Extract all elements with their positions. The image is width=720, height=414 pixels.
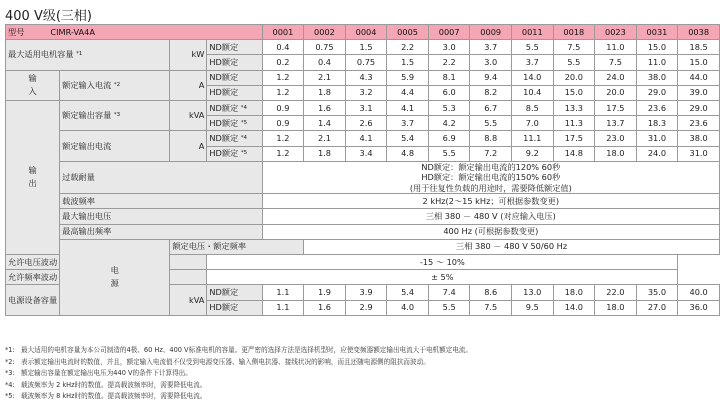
value-cell: 4.8 <box>387 146 429 161</box>
rating-label: ND额定 <box>209 41 239 52</box>
value-cell: 8.1 <box>428 70 470 85</box>
value-cell: 18.3 <box>636 116 678 131</box>
value-cell: 4.0 <box>387 300 429 315</box>
table-row <box>6 239 720 254</box>
row-label: 允许电压波动 <box>8 256 58 267</box>
section-char: 入 <box>28 86 37 97</box>
value-cell: 8.2 <box>470 85 512 100</box>
value-cell: 23.0 <box>595 131 637 146</box>
row-label: 额定输出电流 <box>62 140 112 151</box>
rating-cell <box>207 70 262 85</box>
model-header <box>6 25 263 40</box>
rating-label: ND额定 <box>209 132 239 143</box>
value-cell: 40.0 <box>678 285 720 300</box>
model-code: 0031 <box>636 25 678 40</box>
section-char: 电 <box>110 265 119 276</box>
rating-cell <box>207 55 262 70</box>
footnote <box>5 368 472 380</box>
table-row <box>6 40 720 55</box>
footnote-ref: *3 <box>113 112 121 119</box>
value-cell: 7.5 <box>553 40 595 55</box>
model-prefix: CIMR-VA4A <box>50 26 95 37</box>
value-cell: 18.5 <box>678 40 720 55</box>
row-label-cell <box>60 100 170 130</box>
model-code: 0004 <box>345 25 387 40</box>
row-label-cell <box>6 285 60 315</box>
value-cell: 17.5 <box>553 131 595 146</box>
section-label <box>6 100 60 254</box>
row-label-cell <box>60 161 262 194</box>
value-cell: 38.0 <box>678 131 720 146</box>
value-cell: 1.5 <box>387 55 429 70</box>
overload-value <box>262 161 719 194</box>
row-label-cell <box>170 239 304 254</box>
rating-label: ND额定 <box>209 72 239 83</box>
value-cell: 1.6 <box>304 100 346 115</box>
value-cell: 4.2 <box>428 116 470 131</box>
footnote-key: *5: <box>5 392 15 400</box>
rating-label: HD额定 <box>209 87 239 98</box>
row-label-cell <box>60 70 170 100</box>
row-label: 最高输出频率 <box>62 226 112 237</box>
value-cell: 2.1 <box>304 70 346 85</box>
value-cell: 13.3 <box>553 100 595 115</box>
value-cell: 31.0 <box>678 146 720 161</box>
value-cell: 8.5 <box>512 100 554 115</box>
footnote-ref: *4 <box>240 104 248 111</box>
value-cell: 1.2 <box>262 85 304 100</box>
unit-cell <box>170 131 207 161</box>
value-cell: 3.0 <box>428 40 470 55</box>
value-cell: 0.75 <box>345 55 387 70</box>
row-label: 过载耐量 <box>62 171 95 182</box>
value-cell: 5.5 <box>470 116 512 131</box>
value-cell: 1.2 <box>262 131 304 146</box>
row-label: 额定输出容量 <box>62 110 112 121</box>
value-cell: 9.2 <box>512 146 554 161</box>
table-row <box>6 70 720 85</box>
model-code: 0005 <box>387 25 429 40</box>
footnote <box>5 345 472 357</box>
rating-label: HD额定 <box>209 117 239 128</box>
value-cell: 5.5 <box>512 40 554 55</box>
value-cell: 3.4 <box>345 146 387 161</box>
row-label-cell <box>6 40 170 70</box>
value-cell: 1.1 <box>262 285 304 300</box>
section-label <box>6 70 60 100</box>
rating-cell <box>207 146 262 161</box>
header-row <box>6 25 720 40</box>
unit-cell <box>170 285 207 315</box>
value-cell: 15.0 <box>636 40 678 55</box>
value-cell: 15.0 <box>678 55 720 70</box>
value-cell: 2.9 <box>345 300 387 315</box>
value-cell: ± 5% <box>207 270 678 285</box>
table-row <box>6 100 720 115</box>
rating-label: HD额定 <box>209 148 239 159</box>
value-cell: 三相 380 － 480 V 50/60 Hz <box>304 239 720 254</box>
value-cell: 2 kHz(2～15 kHz；可根据参数变更) <box>262 194 719 209</box>
value-cell: 39.0 <box>678 85 720 100</box>
footnote-text: 最大适用的电机容量为本公司制造的4极、60 Hz、400 V标准电机的容量。更严密的选择方法是选择机型时，应使变频器额定输出电流大于电机额定电流。 <box>21 346 473 354</box>
value-cell: 15.0 <box>553 85 595 100</box>
model-label: 型号 <box>8 26 25 37</box>
footnote-ref: *4 <box>240 134 248 141</box>
value-cell: 0.4 <box>262 40 304 55</box>
value-cell: 20.0 <box>553 70 595 85</box>
value-cell: 6.0 <box>428 85 470 100</box>
value-cell: 14.0 <box>512 70 554 85</box>
value-cell: 11.0 <box>636 55 678 70</box>
row-label: 额定输入电流 <box>62 79 112 90</box>
section-char: 输 <box>28 73 37 84</box>
value-cell: -15 ～ 10% <box>207 254 678 269</box>
value-cell: 9.4 <box>470 70 512 85</box>
value-cell: 20.0 <box>595 85 637 100</box>
rating-cell <box>207 300 262 315</box>
value-cell: 35.0 <box>636 285 678 300</box>
spec-table <box>5 24 720 316</box>
model-code: 0002 <box>304 25 346 40</box>
value-cell: 1.8 <box>304 85 346 100</box>
value-cell: 7.0 <box>512 116 554 131</box>
unit-cell <box>170 100 207 130</box>
value-cell: 29.0 <box>678 100 720 115</box>
footnotes <box>5 345 472 403</box>
value-cell: 23.6 <box>678 116 720 131</box>
value-cell: 11.3 <box>553 116 595 131</box>
value-cell: 18.0 <box>553 285 595 300</box>
value-cell: 18.0 <box>595 300 637 315</box>
value-cell: 3.1 <box>345 100 387 115</box>
footnote-text: 载波频率为 2 kHz时的数值。提高载波频率时，需要降低电流。 <box>21 380 207 389</box>
row-label: 最大适用电机容量 <box>8 49 74 60</box>
footnote-key: *1: <box>5 346 15 354</box>
footnote-text: 载波频率为 8 kHz时的数值。提高载波频率时，需要降低电流。 <box>21 392 207 400</box>
value-cell: 5.4 <box>387 131 429 146</box>
value-cell: 1.9 <box>304 285 346 300</box>
model-code: 0038 <box>678 25 720 40</box>
value-cell: 400 Hz (可根据参数变更) <box>262 224 719 239</box>
footnote <box>5 357 472 369</box>
overload-line: HD额定：额定输出电流的150% 60秒 <box>421 172 561 183</box>
value-cell: 5.5 <box>428 146 470 161</box>
value-cell: 31.0 <box>636 131 678 146</box>
value-cell: 18.0 <box>595 146 637 161</box>
footnote <box>5 380 472 392</box>
value-cell: 27.0 <box>636 300 678 315</box>
value-cell: 24.0 <box>636 146 678 161</box>
value-cell: 9.5 <box>512 300 554 315</box>
table-row <box>6 224 720 239</box>
model-code: 0023 <box>595 25 637 40</box>
row-label: 额定电压・额定频率 <box>172 241 247 252</box>
value-cell: 4.3 <box>345 70 387 85</box>
value-cell: 7.5 <box>595 55 637 70</box>
value-cell: 8.6 <box>470 285 512 300</box>
value-cell: 2.2 <box>387 40 429 55</box>
table-row <box>6 209 720 224</box>
page-title: 400 V级(三相) <box>5 9 92 24</box>
value-cell: 1.1 <box>262 300 304 315</box>
rating-cell <box>207 131 262 146</box>
unit-label: A <box>198 79 205 90</box>
footnote-ref: *5 <box>240 150 248 157</box>
value-cell: 29.0 <box>636 85 678 100</box>
model-code: 0009 <box>470 25 512 40</box>
value-cell: 5.3 <box>428 100 470 115</box>
value-cell: 2.2 <box>428 55 470 70</box>
value-cell: 2.6 <box>345 116 387 131</box>
rating-cell <box>207 85 262 100</box>
value-cell: 5.4 <box>387 285 429 300</box>
row-label-cell <box>60 194 262 209</box>
unit-cell <box>170 70 207 100</box>
footnote-key: *4: <box>5 380 15 389</box>
overload-line: ND额定：额定输出电流的120% 60秒 <box>421 161 561 172</box>
rating-cell <box>207 116 262 131</box>
value-cell: 4.4 <box>387 85 429 100</box>
value-cell: 2.1 <box>304 131 346 146</box>
unit-label: A <box>198 140 205 151</box>
value-cell: 44.0 <box>678 70 720 85</box>
row-label-cell <box>6 254 207 269</box>
row-label-cell <box>60 224 262 239</box>
table-row <box>6 194 720 209</box>
value-cell: 6.9 <box>428 131 470 146</box>
value-cell: 22.0 <box>595 285 637 300</box>
value-cell: 6.7 <box>470 100 512 115</box>
footnote-text: 表示额定输出电流时的数值，并且，额定输入电流值不仅受到电源变压器、输入侧电抗器、接线状况的影响，而且还随电源侧的阻抗而波动。 <box>21 357 430 366</box>
value-cell: 5.5 <box>428 300 470 315</box>
row-label: 最大输出电压 <box>62 210 112 221</box>
footnote-ref: *5 <box>240 119 248 126</box>
rating-cell <box>207 285 262 300</box>
value-cell: 3.7 <box>387 116 429 131</box>
row-label: 允许频率波动 <box>8 271 58 282</box>
value-cell: 14.8 <box>553 146 595 161</box>
footnote-key: *2: <box>5 357 15 366</box>
value-cell: 1.2 <box>262 70 304 85</box>
overload-line: (用于往复性负载的用途时，需要降低额定值) <box>409 182 572 193</box>
value-cell: 13.0 <box>512 285 554 300</box>
unit-label: kW <box>191 49 205 60</box>
value-cell: 14.0 <box>553 300 595 315</box>
model-code: 0007 <box>428 25 470 40</box>
value-cell: 7.4 <box>428 285 470 300</box>
section-char: 源 <box>110 278 119 289</box>
value-cell: 36.0 <box>678 300 720 315</box>
value-cell: 24.0 <box>595 70 637 85</box>
value-cell: 4.1 <box>387 100 429 115</box>
value-cell: 3.7 <box>470 40 512 55</box>
value-cell: 三相 380 － 480 V (对应输入电压) <box>262 209 719 224</box>
value-cell: 5.5 <box>553 55 595 70</box>
footnote-text: 额定输出容量在额定输出电压为440 V的条件下计算得出。 <box>21 369 192 377</box>
value-cell: 1.2 <box>262 146 304 161</box>
value-cell: 1.6 <box>304 300 346 315</box>
value-cell: 8.8 <box>470 131 512 146</box>
value-cell: 10.4 <box>512 85 554 100</box>
rating-label: HD额定 <box>209 56 239 67</box>
row-label: 载波频率 <box>62 195 95 206</box>
value-cell: 3.9 <box>345 285 387 300</box>
row-label: 电源设备容量 <box>8 294 58 305</box>
rating-label: HD额定 <box>209 302 239 313</box>
row-label-cell <box>60 209 262 224</box>
rating-label: ND额定 <box>209 286 239 297</box>
value-cell: 17.5 <box>595 100 637 115</box>
value-cell: 1.8 <box>304 146 346 161</box>
value-cell: 0.2 <box>262 55 304 70</box>
footnote-key: *3: <box>5 369 15 377</box>
value-cell: 0.9 <box>262 116 304 131</box>
value-cell: 11.1 <box>512 131 554 146</box>
value-cell: 1.5 <box>345 40 387 55</box>
rating-cell <box>207 40 262 55</box>
value-cell: 3.7 <box>512 55 554 70</box>
section-char: 出 <box>28 178 37 189</box>
value-cell: 38.0 <box>636 70 678 85</box>
unit-label: kVA <box>188 110 205 121</box>
section-char: 输 <box>28 165 37 176</box>
value-cell: 4.1 <box>345 131 387 146</box>
value-cell: 7.2 <box>470 146 512 161</box>
model-code: 0001 <box>262 25 304 40</box>
table-row <box>6 131 720 146</box>
footnote-ref: *2 <box>113 81 121 88</box>
value-cell: 3.0 <box>470 55 512 70</box>
value-cell: 13.7 <box>595 116 637 131</box>
row-label-cell <box>6 270 207 285</box>
value-cell: 1.4 <box>304 116 346 131</box>
unit-label: kVA <box>188 294 205 305</box>
footnote-ref: *1 <box>76 51 83 58</box>
value-cell: 0.4 <box>304 55 346 70</box>
model-code: 0011 <box>512 25 554 40</box>
value-cell: 7.5 <box>470 300 512 315</box>
value-cell: 23.6 <box>636 100 678 115</box>
model-code: 0018 <box>553 25 595 40</box>
value-cell: 0.9 <box>262 100 304 115</box>
unit-cell <box>170 40 207 70</box>
footnote <box>5 391 472 403</box>
row-label-cell <box>60 131 170 161</box>
value-cell: 3.2 <box>345 85 387 100</box>
value-cell: 11.0 <box>595 40 637 55</box>
rating-label: ND额定 <box>209 102 239 113</box>
value-cell: 5.9 <box>387 70 429 85</box>
rating-cell <box>207 100 262 115</box>
value-cell: 0.75 <box>304 40 346 55</box>
